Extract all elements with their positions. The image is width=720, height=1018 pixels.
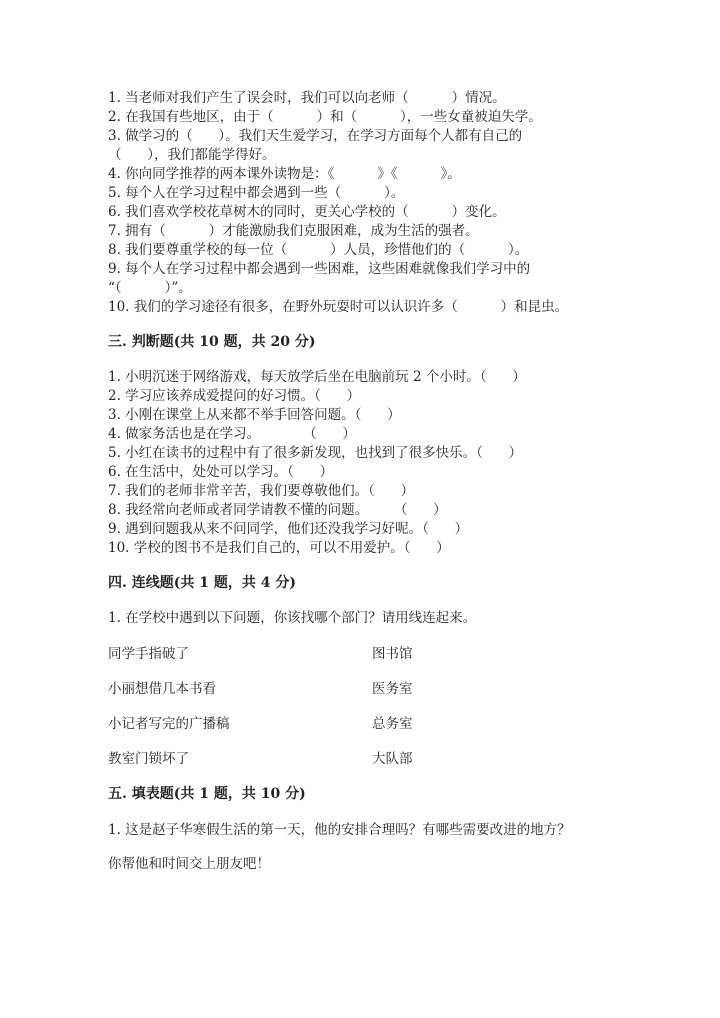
- judge-item-6: 6. 在生活中，处处可以学习。（ ）: [108, 464, 334, 480]
- fill-blank-item-3-cont: （ ），我们都能学得好。: [108, 147, 276, 163]
- judge-item-8: 8. 我经常向老师或者同学请教不懂的问题。 （ ）: [108, 502, 447, 518]
- judge-item-4: 4. 做家务活也是在学习。 （ ）: [108, 426, 356, 442]
- fill-blank-item-1: 1. 当老师对我们产生了误会时，我们可以向老师（ ）情况。: [108, 90, 506, 106]
- matching-left-item-3: 小记者写完的广播稿: [108, 716, 230, 732]
- section-3-title: 三. 判断题(共 10 题，共 20 分): [108, 334, 316, 350]
- judge-item-1: 1. 小明沉迷于网络游戏，每天放学后坐在电脑前玩 2 个小时。（ ）: [108, 369, 526, 385]
- fill-blank-item-2: 2. 在我国有些地区，由于（ ）和（ ），一些女童被迫失学。: [108, 109, 542, 125]
- table-question: 1. 这是赵子华寒假生活的第一天，他的安排合理吗？有哪些需要改进的地方？: [108, 822, 571, 838]
- judge-item-10: 10. 学校的图书不是我们自己的，可以不用爱护。（ ）: [108, 540, 450, 556]
- matching-right-item-3: 总务室: [372, 716, 413, 732]
- matching-left-item-4: 教室门锁坏了: [108, 751, 189, 767]
- fill-blank-item-6: 6. 我们喜欢学校花草树木的同时，更关心学校的（ ）变化。: [108, 204, 506, 220]
- judge-item-2: 2. 学习应该养成爱提问的好习惯。（ ）: [108, 388, 361, 404]
- section-4-title: 四. 连线题(共 1 题，共 4 分): [108, 575, 296, 591]
- matching-right-item-1: 图书馆: [372, 646, 413, 662]
- fill-blank-item-7: 7. 拥有（ ）才能激励我们克服困难，成为生活的强者。: [108, 223, 479, 239]
- matching-right-item-4: 大队部: [372, 751, 413, 767]
- fill-blank-item-8: 8. 我们要尊重学校的每一位（ ）人员，珍惜他们的（ ）。: [108, 242, 529, 258]
- fill-blank-item-3: 3. 做学习的（ ）。我们天生爱学习，在学习方面每个人都有自己的: [108, 128, 523, 144]
- judge-item-5: 5. 小红在读书的过程中有了很多新发现，也找到了很多快乐。（ ）: [108, 445, 523, 461]
- fill-blank-item-4: 4. 你向同学推荐的两本课外读物是：《 》《 》。: [108, 166, 461, 182]
- fill-blank-item-5: 5. 每个人在学习过程中都会遇到一些（ ）。: [108, 185, 405, 201]
- matching-right-item-2: 医务室: [372, 681, 413, 697]
- fill-blank-item-9-cont: “（ ）”。: [108, 280, 192, 296]
- judge-item-3: 3. 小刚在课堂上从来都不举手回答问题。（ ）: [108, 407, 401, 423]
- matching-left-item-2: 小丽想借几本书看: [108, 681, 216, 697]
- table-prompt: 你帮他和时间交上朋友吧！: [108, 856, 270, 872]
- judge-item-7: 7. 我们的老师非常辛苦，我们要尊敬他们。（ ）: [108, 483, 415, 499]
- section-5-title: 五. 填表题(共 1 题，共 10 分): [108, 786, 306, 802]
- fill-blank-item-10: 10. 我们的学习途径有很多，在野外玩耍时可以认识许多（ ）和昆虫。: [108, 299, 569, 315]
- matching-question: 1. 在学校中遇到以下问题，你该找哪个部门？请用线连起来。: [108, 610, 477, 626]
- matching-left-item-1: 同学手指破了: [108, 646, 189, 662]
- judge-item-9: 9. 遇到问题我从来不问同学，他们还没我学习好呢。（ ）: [108, 521, 469, 537]
- fill-blank-item-9: 9. 每个人在学习过程中都会遇到一些困难，这些困难就像我们学习中的: [108, 261, 531, 277]
